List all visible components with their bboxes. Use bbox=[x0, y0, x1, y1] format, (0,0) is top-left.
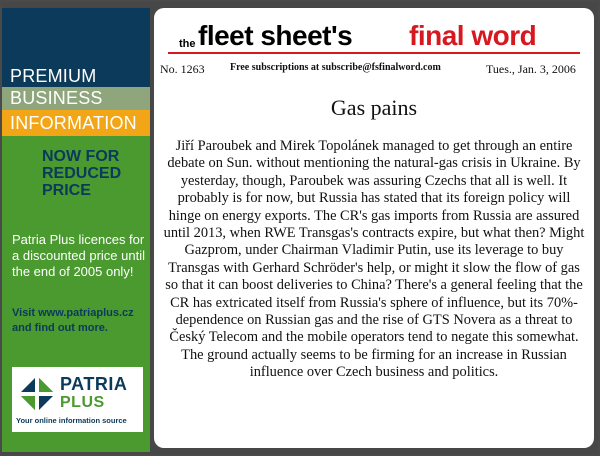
issue-date: Tues., Jan. 3, 2006 bbox=[486, 62, 576, 76]
ad-band-information: INFORMATION bbox=[2, 110, 150, 136]
subscription-link[interactable]: Free subscriptions at subscribe@fsfinalword.com bbox=[230, 62, 441, 73]
article-body: Jiří Paroubek and Mirek Topolánek managed to get through an entire debate on Sun. without mentioning the natural-gas crisis in Ukraine. By yesterday, though, Paroubek was assuring Czechs that all is well. It probably is for now, but Russia has stated that its foreign policy will hinge on energy exports. The CR's gas imports from Russia are assured until 2013, when RWE Transgas's contracts expire, but what then? Might Gazprom, under Chairman Vladimir Putin, use its leverage to buy Transgas with Gerhard Schröder's help, or might it slow the flow of gas so that it can boost deliveries to China? There's a general feeling that the CR has extricated itself from Russia's sphere of influence, but its 70%-dependence on Russian gas and the rise of GTS Novera as a threat to Český Telecom and the mobile operators tend to negate this somewhat. The ground actually seems to be firming for an increase in Russian influence over Czech business and politics. bbox=[163, 138, 585, 381]
masthead-rule bbox=[168, 52, 580, 54]
article-headline: Gas pains bbox=[330, 95, 418, 120]
ad-visit-link[interactable] bbox=[12, 306, 148, 336]
logo-tagline: Your online information source bbox=[16, 416, 127, 425]
patria-plus-advertisement[interactable] bbox=[2, 8, 150, 452]
masthead-fleet-sheet: fleet sheet's bbox=[198, 20, 353, 51]
ad-visit-url[interactable]: Visit www.patriaplus.cz bbox=[12, 307, 134, 319]
logo-word-patria: PATRIA bbox=[60, 374, 128, 394]
ad-visit-more: and find out more. bbox=[12, 322, 108, 334]
patria-diamond-icon bbox=[18, 375, 56, 413]
masthead-final-word: final word bbox=[409, 20, 537, 51]
ad-band-premium: PREMIUM bbox=[2, 8, 150, 87]
issue-number: No. 1263 bbox=[160, 62, 205, 76]
logo-word-plus: PLUS bbox=[60, 394, 105, 411]
ad-reduced-line: REDUCED bbox=[42, 165, 122, 182]
ad-reduced-line: PRICE bbox=[42, 182, 91, 199]
newsletter-panel bbox=[154, 8, 594, 448]
ad-reduced-price bbox=[42, 148, 146, 199]
masthead-the: the bbox=[179, 38, 196, 50]
ad-licence-text: Patria Plus licences for a discounted price until the end of 2005 only! bbox=[12, 232, 145, 279]
masthead bbox=[154, 18, 594, 54]
ad-reduced-line: NOW FOR bbox=[42, 148, 120, 165]
ad-band-business: BUSINESS bbox=[2, 87, 150, 110]
patria-plus-logo[interactable] bbox=[12, 367, 143, 432]
